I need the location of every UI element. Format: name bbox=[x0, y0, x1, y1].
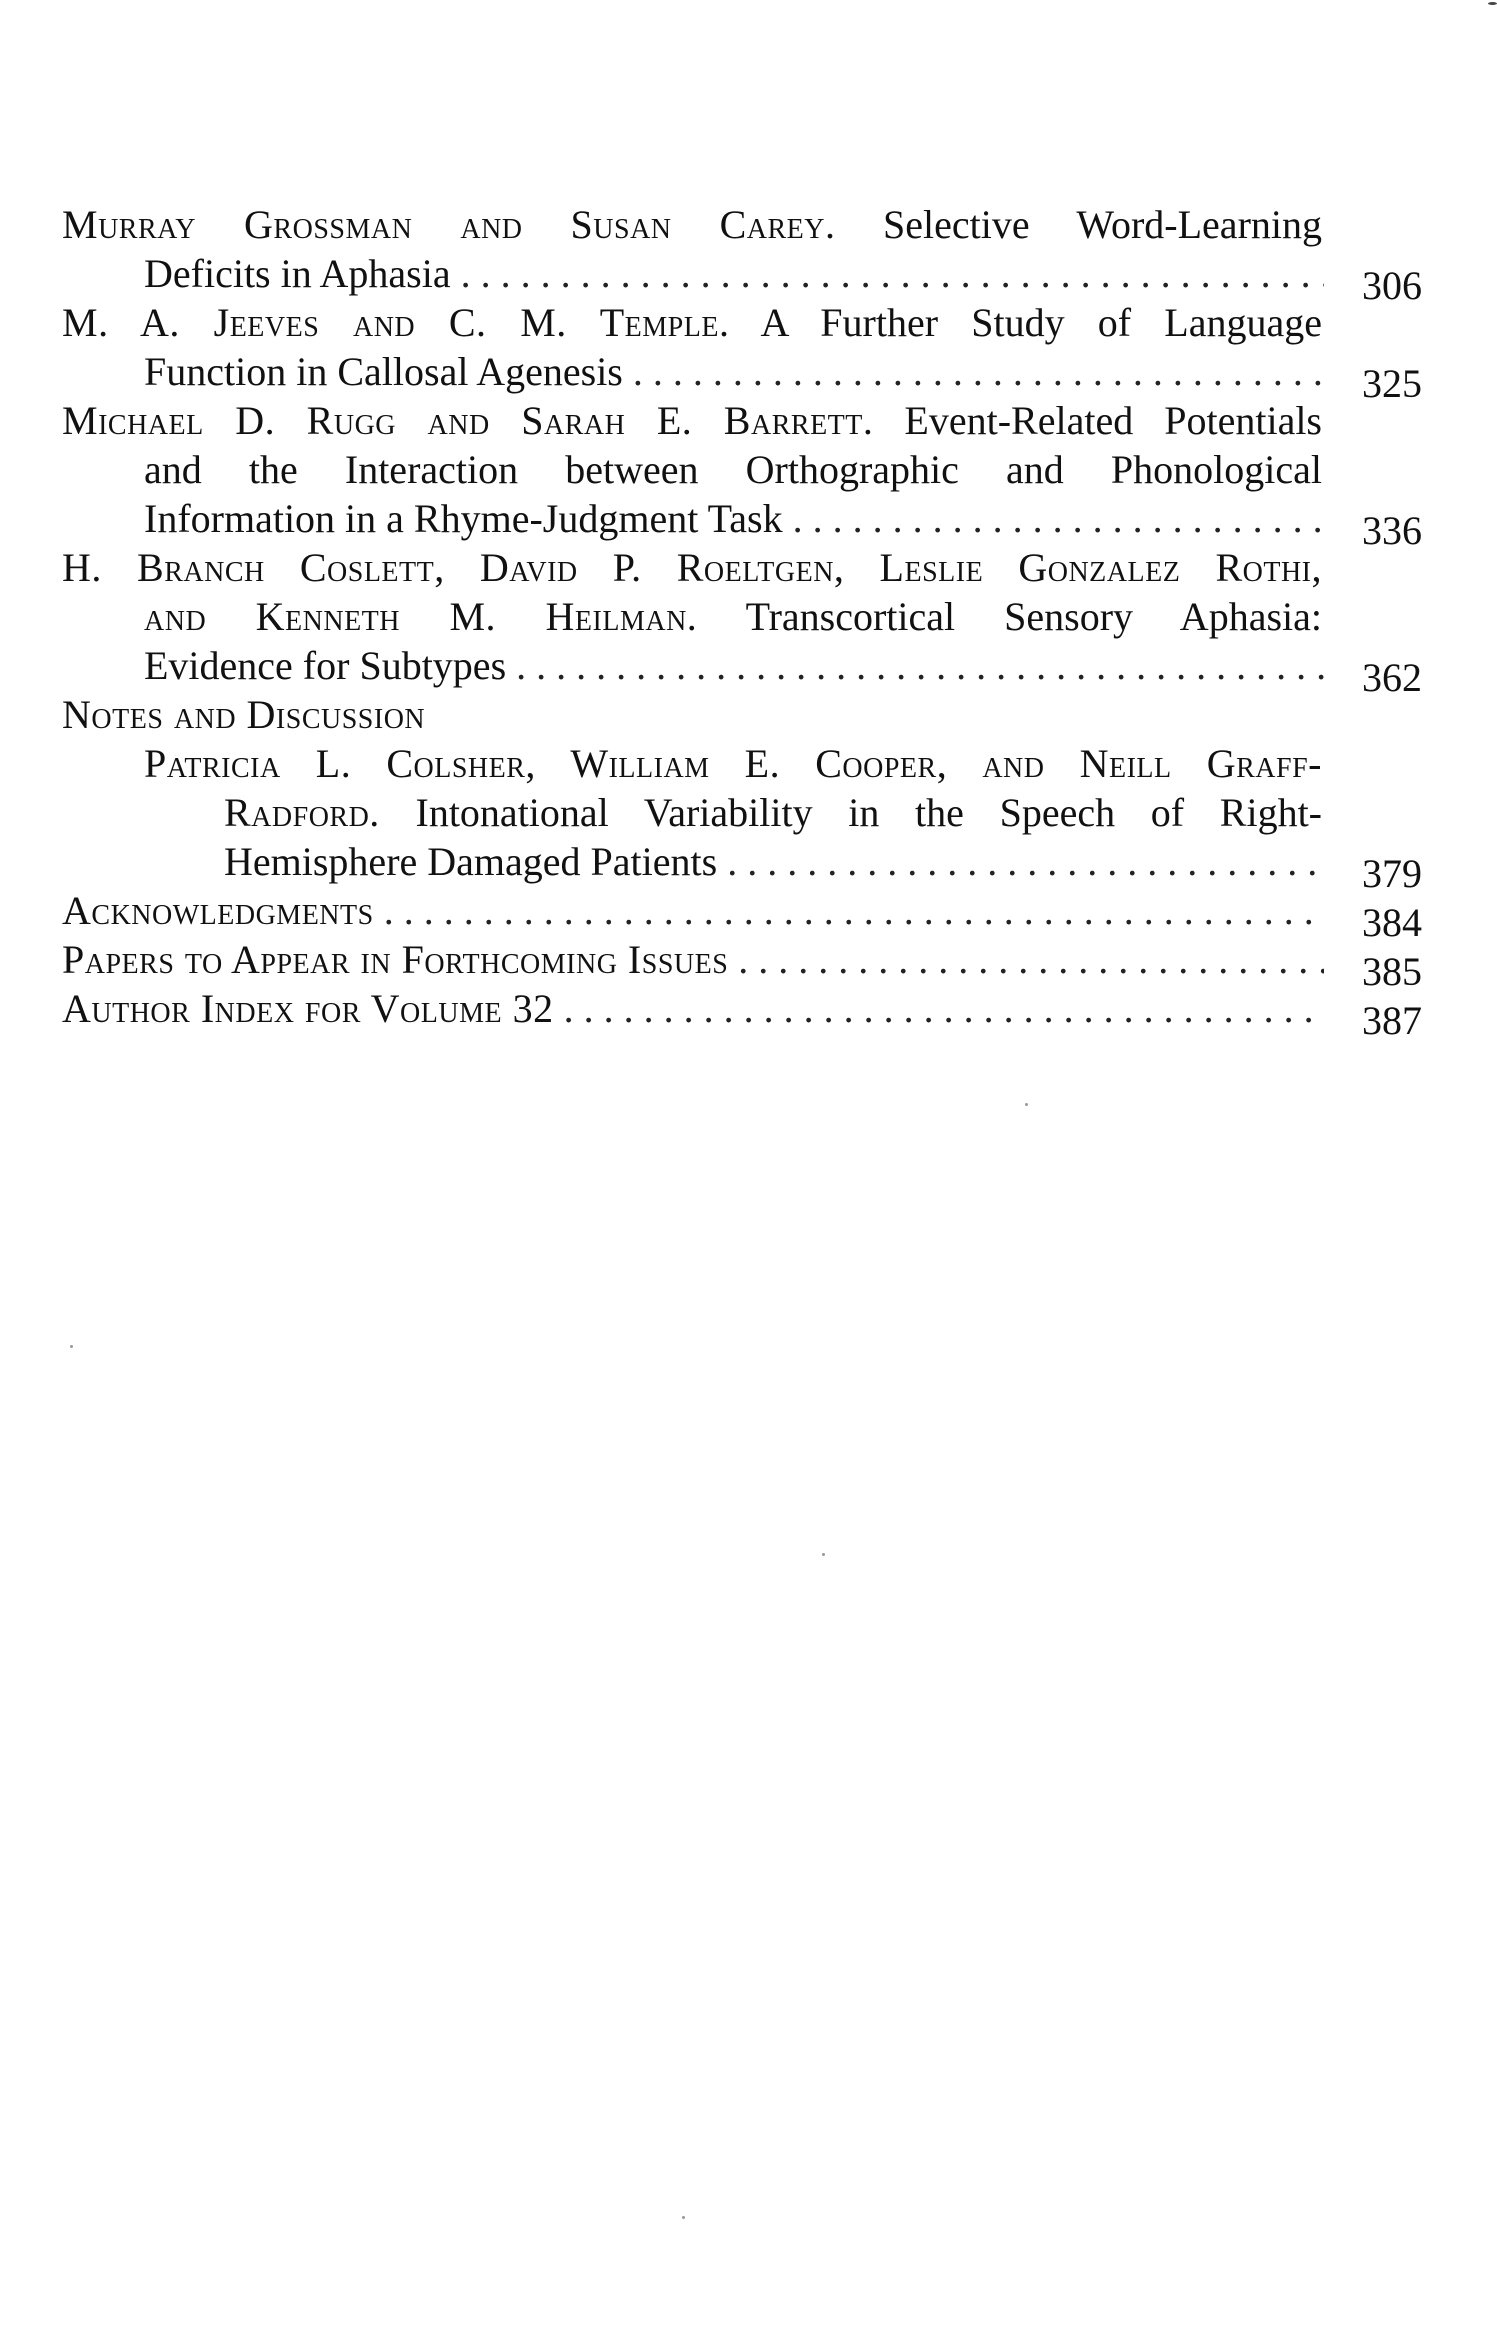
entry-title-cont: Deficits in Aphasia bbox=[144, 251, 451, 296]
dot-leader bbox=[461, 249, 1324, 298]
table-of-contents bbox=[62, 200, 1422, 1043]
entry-title: Transcortical Sensory Aphasia: bbox=[745, 594, 1322, 639]
entry-title-cont: Hemisphere Damaged Patients bbox=[224, 839, 718, 884]
entry-title: A Further Study of Language bbox=[760, 300, 1322, 345]
entry-title-cont: Function in Callosal Agenesis bbox=[144, 349, 623, 394]
page-number: 385 bbox=[1362, 949, 1422, 994]
entry-first-line bbox=[62, 200, 1322, 249]
page-number: 379 bbox=[1362, 851, 1422, 896]
page-number: 362 bbox=[1362, 655, 1422, 700]
page-number: 384 bbox=[1362, 900, 1422, 945]
entry-label: Author Index for Volume 32 bbox=[62, 986, 554, 1031]
entry-first-line bbox=[62, 396, 1322, 445]
page-number: 336 bbox=[1362, 508, 1422, 553]
entry-authors: Patricia L. Colsher, William E. Cooper, and Neill Graff- bbox=[144, 741, 1322, 786]
scan-speck bbox=[682, 2216, 685, 2219]
toc-entry-acknowledgments bbox=[62, 886, 1422, 945]
dot-leader bbox=[633, 347, 1324, 396]
entry-label: Acknowledgments bbox=[62, 888, 374, 933]
dot-leader bbox=[738, 935, 1324, 984]
toc-entry bbox=[62, 298, 1422, 406]
dot-leader bbox=[727, 837, 1324, 886]
page-number: 306 bbox=[1362, 263, 1422, 308]
page-number: 387 bbox=[1362, 998, 1422, 1043]
entry-label: Papers to Appear in Forthcoming Issues bbox=[62, 937, 729, 982]
toc-entry-author-index bbox=[62, 984, 1422, 1043]
scan-speck bbox=[822, 1553, 825, 1556]
scan-speck bbox=[70, 1345, 73, 1348]
entry-authors-cont: and Kenneth M. Heilman. bbox=[144, 594, 698, 639]
entry-title: Event-Related Potentials bbox=[904, 398, 1322, 443]
entry-authors: Murray Grossman and Susan Carey. bbox=[62, 202, 836, 247]
toc-entry bbox=[62, 200, 1422, 308]
section-heading: Notes and Discussion bbox=[62, 692, 426, 737]
entry-title-cont: and the Interaction between Orthographic and Phonological bbox=[144, 447, 1322, 492]
dot-leader bbox=[564, 984, 1324, 1033]
dot-leader bbox=[793, 494, 1324, 543]
page-number: 325 bbox=[1362, 361, 1422, 406]
entry-first-line bbox=[62, 298, 1322, 347]
entry-title-cont: Evidence for Subtypes bbox=[144, 643, 507, 688]
toc-entry bbox=[62, 739, 1422, 896]
entry-title: Intonational Variability in the Speech of Right- bbox=[415, 790, 1322, 835]
entry-second-line bbox=[144, 592, 1322, 641]
entry-authors: M. A. Jeeves and C. M. Temple. bbox=[62, 300, 730, 345]
entry-second-line bbox=[224, 788, 1322, 837]
dot-leader bbox=[384, 886, 1324, 935]
entry-authors: H. Branch Coslett, David P. Roeltgen, Leslie Gonzalez Rothi, bbox=[62, 545, 1322, 590]
toc-entry bbox=[62, 396, 1422, 553]
toc-entry bbox=[62, 543, 1422, 700]
entry-title-cont: Information in a Rhyme-Judgment Task bbox=[144, 496, 783, 541]
entry-title: Selective Word-Learning bbox=[883, 202, 1322, 247]
toc-entry-papers-to-appear bbox=[62, 935, 1422, 994]
scan-speck bbox=[1025, 1103, 1028, 1106]
dot-leader bbox=[516, 641, 1324, 690]
scan-speck bbox=[1488, 2, 1497, 5]
entry-authors: Michael D. Rugg and Sarah E. Barrett. bbox=[62, 398, 874, 443]
entry-authors-cont: Radford. bbox=[224, 790, 380, 835]
